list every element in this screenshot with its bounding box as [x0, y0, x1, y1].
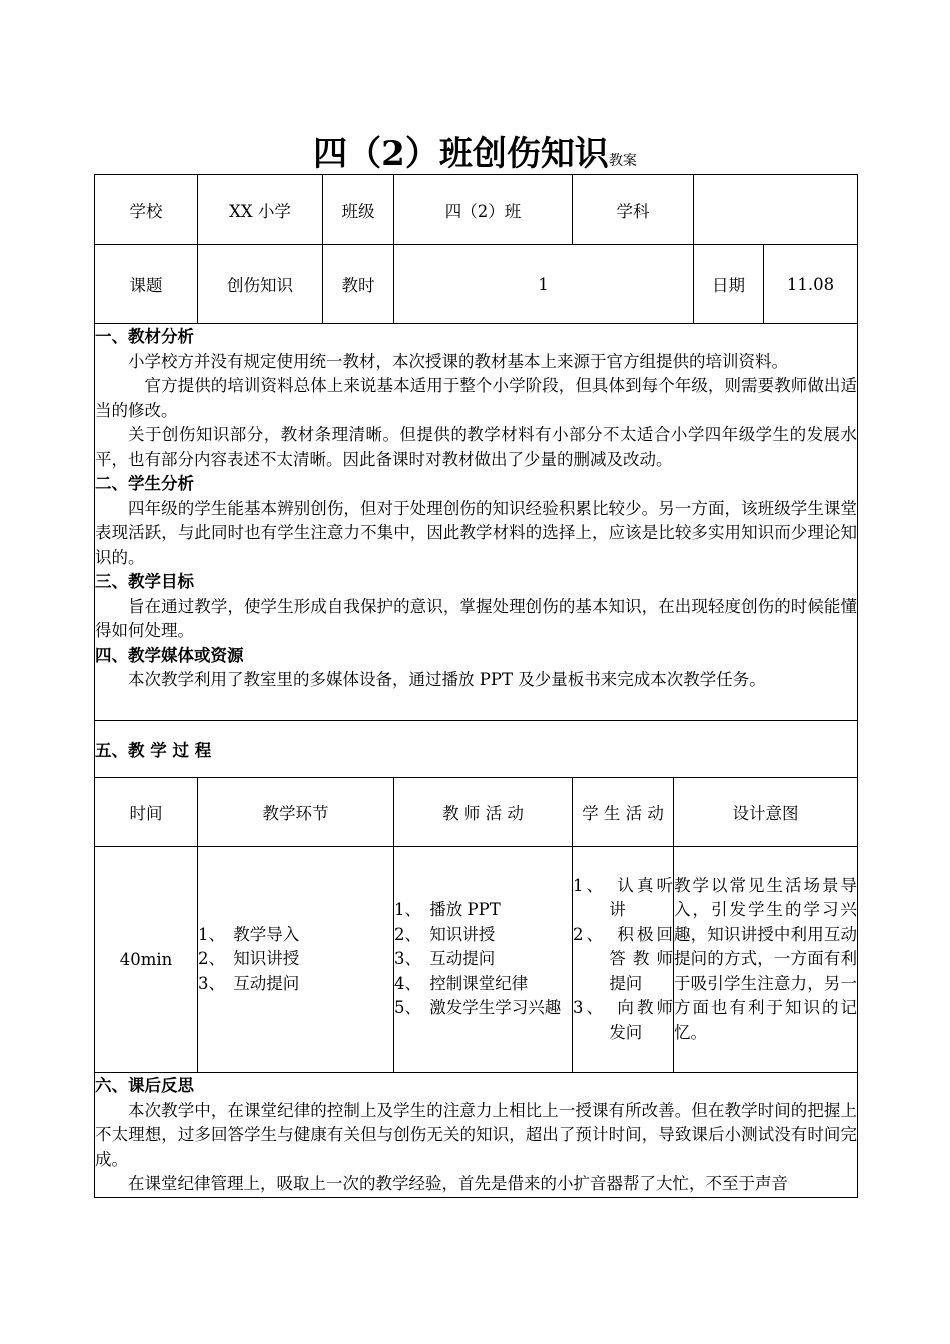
section-6-paragraph-2: 在课堂纪律管理上，吸取上一次的教学经验，首先是借来的小扩音器帮了大忙，不至于声音	[128, 1174, 788, 1193]
hours-label: 教时	[323, 245, 394, 324]
process-time: 40min	[95, 847, 198, 1073]
list-item: 2、 知识讲授	[394, 924, 496, 944]
student-activity-list	[573, 874, 673, 1046]
section-6-title: 六、课后反思	[95, 1076, 194, 1095]
list-item: 2、 积极回答教师提问	[573, 924, 673, 993]
topic-label: 课题	[95, 245, 198, 324]
process-title-row	[95, 721, 858, 778]
header-time: 时间	[95, 778, 198, 847]
list-item: 5、 激发学生学习兴趣	[394, 998, 562, 1018]
list-item: 1、 播放 PPT	[394, 900, 501, 920]
title-main: 四（2）班创伤知识	[313, 134, 609, 174]
date-label: 日期	[694, 245, 764, 324]
stage-list	[198, 923, 393, 997]
document-title	[0, 126, 950, 175]
lesson-plan-table	[94, 174, 858, 1198]
hours-value: 1	[394, 245, 694, 324]
section-1-paragraph-1: 小学校方并没有规定使用统一教材，本次授课的教材基本上来源于官方组提供的培训资料。	[128, 351, 788, 371]
section-1-title: 一、教材分析	[95, 327, 194, 346]
process-header-row	[95, 778, 858, 847]
header-teacher: 教 师 活 动	[394, 778, 573, 847]
school-label: 学校	[95, 175, 198, 245]
title-suffix: 教案	[608, 153, 637, 169]
design-intent: 教学以常见生活场景导入，引发学生的学习兴趣，知识讲授中利用互动提问的方式，一方面有利于吸引学生注意力，另一方面也有利于知识的记忆。	[674, 847, 858, 1073]
list-item: 1、 教学导入	[198, 924, 300, 944]
section-6-paragraph-1: 本次教学中，在课堂纪律的控制上及学生的注意力上相比上一授课有所改善。但在教学时间的把握上不太理想，过多回答学生与健康有关但与创伤无关的知识，超出了预计时间，导致课后小测试没有时间完成。	[95, 1100, 857, 1169]
section-1-paragraph-2: 官方提供的培训资料总体上来说基本适用于整个小学阶段，但具体到每个年级，则需要教师做出适当的修改。	[95, 376, 857, 420]
class-value: 四（2）班	[394, 175, 573, 245]
date-value: 11.08	[764, 245, 858, 324]
analysis-sections	[95, 324, 858, 721]
topic-value: 创伤知识	[198, 245, 323, 324]
subject-label: 学科	[573, 175, 694, 245]
header-design: 设计意图	[674, 778, 858, 847]
header-stage: 教学环节	[198, 778, 394, 847]
list-item: 3、 互动提问	[198, 973, 300, 993]
list-item: 3、 向教师发问	[573, 998, 673, 1042]
section-5-title: 五、教 学 过 程	[95, 721, 858, 778]
section-4-title: 四、教学媒体或资源	[95, 645, 244, 665]
section-3-title: 三、教学目标	[95, 572, 194, 591]
school-value: XX 小学	[198, 175, 323, 245]
process-body-row	[95, 847, 858, 1073]
class-label: 班级	[323, 175, 394, 245]
teacher-activity-list	[394, 898, 572, 1021]
list-item: 4、 控制课堂纪律	[394, 973, 529, 993]
header-student: 学 生 活 动	[573, 778, 674, 847]
subject-value	[694, 175, 858, 245]
section-4-paragraph-1: 本次教学利用了教室里的多媒体设备，通过播放 PPT 及少量板书来完成本次教学任务。	[128, 670, 766, 689]
section-1-paragraph-3: 关于创伤知识部分，教材条理清晰。但提供的教学材料有小部分不太适合小学四年级学生的发展水平，也有部分内容表述不太清晰。因此备课时对教材做出了少量的删减及改动。	[95, 425, 857, 469]
list-item: 1、 认真听讲	[573, 875, 673, 920]
list-item: 3、 互动提问	[394, 949, 496, 969]
info-row-2	[95, 245, 858, 324]
section-2-title: 二、学生分析	[95, 474, 194, 493]
section-3-paragraph-1: 旨在通过教学，使学生形成自我保护的意识，掌握处理创伤的基本知识，在出现轻度创伤的时候能懂得如何处理。	[95, 596, 857, 640]
list-item: 2、 知识讲授	[198, 949, 300, 969]
reflection-section	[95, 1073, 858, 1198]
section-2-paragraph-1: 四年级的学生能基本辨别创伤，但对于处理创伤的知识经验积累比较少。另一方面，该班级学生课堂表现活跃，与此同时也有学生注意力不集中，因此教学材料的选择上，应该是比较多实用知识而少理论知识的。	[95, 498, 857, 567]
info-row-1	[95, 175, 858, 245]
